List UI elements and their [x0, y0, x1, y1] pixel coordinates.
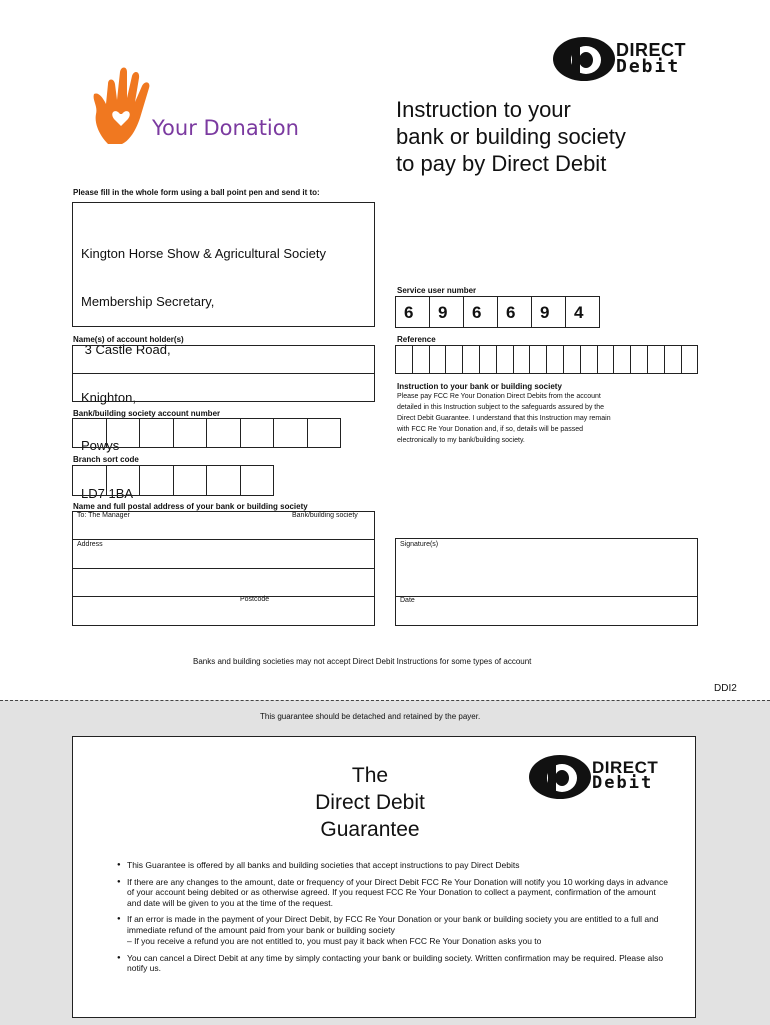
- fill-instruction: Please fill in the whole form using a ball point pen and send it to:: [73, 188, 320, 197]
- charity-name: Your Donation: [152, 116, 299, 140]
- digit-cell: 6: [498, 297, 532, 327]
- title-line-2: bank or building society: [396, 124, 626, 149]
- guarantee-bullet-text: If an error is made in the payment of your Direct Debit, by FCC Re Your Donation or your bank or building society you are entitled to a full and immediate refund of the amount paid from your bank or building society: [127, 914, 659, 935]
- instruction-line: detailed in this Instruction subject to the safeguards assured by the: [397, 404, 605, 411]
- bank-address-box[interactable]: [72, 511, 375, 626]
- guarantee-title-line: Guarantee: [320, 818, 420, 841]
- dd-word-direct: DIRECT: [616, 40, 686, 60]
- instruction-line: Please pay FCC Re Your Donation Direct Debits from the account: [397, 393, 601, 400]
- service-user-number: [395, 296, 600, 328]
- direct-debit-mark-icon: [552, 36, 616, 82]
- account-number-label: Bank/building society account number: [73, 409, 221, 418]
- signature-label: Signature(s): [400, 541, 439, 548]
- guarantee-bullet: ● You can cancel a Direct Debit at any time by simply contacting your bank or building society. Written confirmation may be required. Please also notify us.: [117, 953, 672, 974]
- title-line-1: Instruction to your: [396, 97, 571, 122]
- guarantee-title-line: Direct Debit: [315, 791, 425, 814]
- guarantee-bullet: ● This Guarantee is offered by all banks and building societies that accept instructions to pay Direct Debits: [117, 860, 672, 871]
- guarantee-bullet: ● If there are any changes to the amount, date or frequency of your Direct Debit FCC Re Your Donation will notify you 10 working days in advance of your account being debited or as otherwise agreed. If you request FCC Re Your Donation to collect a payment, confirmation of the amount and date will be given to you at the time of the request.: [117, 877, 672, 909]
- digit-cell: 6: [464, 297, 498, 327]
- digit-cell: 9: [430, 297, 464, 327]
- digit-cell: 4: [566, 297, 600, 327]
- bank-society-label: Bank/building society: [292, 512, 358, 519]
- footer-note: Banks and building societies may not accept Direct Debit Instructions for some types of account: [193, 657, 532, 666]
- title-line-3: to pay by Direct Debit: [396, 151, 607, 176]
- guarantee-sub-bullet: – If you receive a refund you are not entitled to, you must pay it back when FCC Re Your Donation asks you to: [127, 936, 542, 946]
- sort-code-label: Branch sort code: [73, 455, 139, 464]
- form-ref-code: DDI2: [714, 683, 737, 694]
- reference-label: Reference: [397, 335, 436, 344]
- address-line: Kington Horse Show & Agricultural Society: [81, 246, 326, 261]
- address-line: Knighton,: [81, 390, 136, 405]
- service-user-label: Service user number: [397, 286, 477, 295]
- direct-debit-logo-guarantee: [528, 754, 678, 800]
- account-holders-field[interactable]: [72, 345, 375, 402]
- postcode-label: Postcode: [240, 596, 270, 603]
- direct-debit-mark-icon: [528, 754, 592, 800]
- address-line: 3 Castle Road,: [81, 342, 171, 357]
- detach-note: This guarantee should be detached and retained by the payer.: [260, 712, 481, 721]
- guarantee-title: [290, 762, 450, 843]
- page-title: [396, 96, 696, 177]
- guarantee-title-line: The: [351, 764, 389, 787]
- reference-field[interactable]: [395, 345, 698, 374]
- signature-box[interactable]: [395, 538, 698, 626]
- hand-heart-icon: [90, 66, 154, 146]
- instruction-line: electronically to my bank/building society.: [397, 437, 525, 444]
- dd-word-debit: Debit: [616, 56, 681, 77]
- guarantee-bullet: [117, 914, 672, 947]
- address-line: LD7 1BA: [81, 486, 134, 501]
- your-donation-logo: [90, 66, 340, 150]
- digit-cell: 9: [532, 297, 566, 327]
- dd-word-debit: Debit: [592, 773, 654, 793]
- bank-instruction: [397, 382, 697, 446]
- to-manager: To: The Manager: [77, 512, 130, 519]
- dd-word-direct: DIRECT: [592, 758, 659, 777]
- instruction-heading: Instruction to your bank or building society: [397, 382, 562, 391]
- address-line: Powys: [81, 438, 120, 453]
- date-label: Date: [400, 597, 415, 604]
- instruction-line: Direct Debit Guarantee. I understand that this Instruction may remain: [397, 415, 611, 422]
- bank-address-label: Name and full postal address of your bank or building society: [73, 502, 308, 511]
- sort-code-field[interactable]: [72, 465, 274, 496]
- digit-cell: 6: [396, 297, 430, 327]
- address-line: Membership Secretary,: [81, 294, 215, 309]
- address-label: Address: [77, 541, 103, 548]
- direct-debit-logo: [552, 36, 702, 82]
- instruction-line: with FCC Re Your Donation and, if so, details will be passed: [397, 426, 583, 433]
- guarantee-bullets: [117, 860, 672, 980]
- account-number-field[interactable]: [72, 418, 341, 448]
- account-holders-label: Name(s) of account holder(s): [73, 335, 184, 344]
